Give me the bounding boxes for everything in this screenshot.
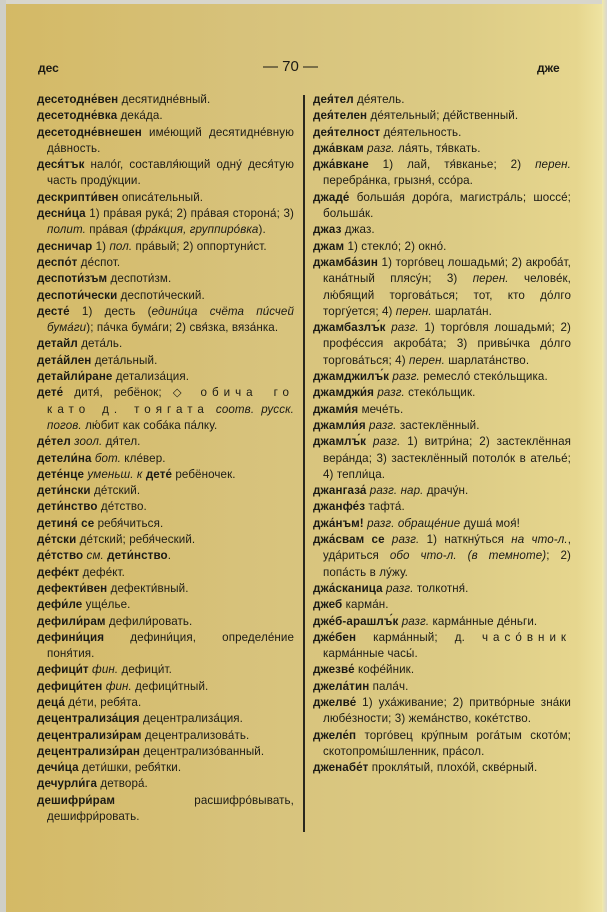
dictionary-entry [313,516,571,532]
page-header [0,56,607,76]
usage-label: уменьш. к [87,467,143,481]
dictionary-entry [313,499,571,515]
definition-text: детализа́ция. [112,370,190,384]
definition-text: 1) торго́вец лошадьми́; 2) акроба́т, кана́тный плясу́н; 3) [323,255,571,286]
usage-label: см. [86,549,104,563]
definition-text: стеко́льщик. [404,386,476,400]
dictionary-entry [37,353,294,369]
definition-text: больша́я доро́га, магистра́ль; шоссе́; больша́к. [323,190,571,221]
headword: джелве́ [313,695,357,709]
definition-text: карма́нные де́ньги. [429,614,538,628]
headword: дескрипти́вен [37,190,119,204]
usage-label: разг. [386,581,414,595]
headword: детели́на [37,451,92,465]
usage-label: разг. [391,321,419,335]
headword: джа́вкане [313,158,369,172]
dictionary-entry [37,271,294,287]
usage-label: разг. [369,418,397,432]
definition-text: лю́бит как соба́ка па́лку. [81,418,218,432]
headword: джа́сканица [313,581,383,595]
headword: деспоти́чески [37,288,118,302]
definition-text: шарлата́нство. [444,353,530,367]
usage-label: полит. [47,223,86,237]
usage-label: разг. [372,435,401,449]
usage-label: разг. нар. [369,484,424,498]
definition-text: кофе́йник. [354,663,415,677]
definition-text: джаз. [341,223,375,237]
headword: дете́нце [37,467,85,481]
headword: дея́телен [313,109,368,123]
dictionary-entry [37,288,294,304]
definition-text: дефини́ция, определе́ние поня́тия. [47,630,294,661]
definition-text: 1) лай, тя́вканье; 2) [368,158,536,172]
dictionary-entry [37,483,294,499]
headword: джеб [313,598,343,612]
dictionary-entry [37,336,294,352]
dictionary-entry [313,141,571,157]
dictionary-entry [313,695,571,728]
usage-label: пол. [109,239,133,253]
dictionary-entry [37,614,294,630]
usage-label: разг. [401,614,430,628]
headword: дети́нски [37,484,91,498]
dictionary-entry [313,434,571,483]
definition-text: 1) десть ( [69,304,152,318]
dictionary-entry [37,516,294,532]
definition-text: дефе́кт. [79,565,125,579]
headword: джезве́ [313,663,355,677]
dictionary-entry [37,467,294,483]
headword: джа́свам се [313,533,385,547]
headword: дже́б-арашлъ́к [313,614,399,628]
definition-text: дета́ль. [77,337,123,351]
definition-text: ); па́чка бума́ги; 2) свя́зка, вяза́нка. [86,321,279,335]
definition-text: дитя́, ребёнок; ◇ [63,386,201,400]
usage-label: бот. [94,451,121,465]
headword: джами́я [313,402,359,416]
headword: дефили́рам [37,614,106,628]
example-phrase: часо́вник [482,630,571,644]
dictionary-entry [313,679,571,695]
definition-text: прокля́тый, плохо́й, скве́рный. [368,761,538,775]
definition-text: 1) пра́вая рука́; 2) пра́вая сторона́; 3) [85,207,294,221]
dictionary-entry [313,157,571,190]
definition-text: десятидне́вный. [118,93,211,106]
dictionary-entry [37,157,294,190]
definition-text: де́тство. [97,500,147,514]
usage-label: обо что-л. (в темноте) [389,549,547,563]
definition-text: дефили́ровать. [105,614,193,628]
dictionary-entry [37,695,294,711]
definition-text: перебра́нка, грызня́, ссо́ра. [323,174,473,188]
dictionary-entry [37,581,294,597]
headword: десничар [37,239,93,253]
cross-ref-headword: дети́нство [107,549,168,563]
dictionary-entry [37,565,294,581]
definition-text: ребёночек. [172,467,236,481]
definition-text: дека́да. [117,109,163,123]
headword: дета́йлен [37,353,92,367]
definition-text: пра́вый; 2) оппортуни́ст. [132,239,267,253]
headword: деспо́т [37,255,78,269]
definition-text: деспоти́зм. [107,272,172,286]
definition-text: де́тский. [90,484,141,498]
definition-text: нало́г, составля́ющий одну́ деся́тую часть проду́кции. [47,158,294,188]
usage-label: разг. [377,386,405,400]
headword: джанфе́з [313,500,366,514]
headword: деспоти́зъм [37,272,108,286]
dictionary-entry [37,239,294,255]
dictionary-entry [313,190,571,223]
definition-text: дети́шки, ребя́тки. [78,761,182,775]
usage-label: перен. [535,158,571,172]
dictionary-entry [313,369,571,385]
left-guide-word: дес [38,61,59,75]
usage-label: на что-л. [511,533,568,547]
definition-text [366,435,373,448]
definition-text: ла́ять, тя́вкать. [394,141,481,155]
usage-label: фин. [105,679,132,693]
headword: джамджилъ́к [313,370,390,384]
headword: дечи́ца [37,761,79,775]
headword: деся́тък [37,158,85,172]
column-divider [303,95,305,832]
dictionary-entry [313,402,571,418]
headword: джамджи́я [313,386,375,400]
definition-text: уще́лье. [82,598,131,612]
usage-label: разг. [367,141,395,155]
definition-text: де́ятельный; де́йственный. [367,109,519,123]
definition-text: 1) стекло́; 2) окно́. [344,239,447,253]
page-edge-left [0,0,6,912]
dictionary-entry [37,108,294,124]
dictionary-entry [313,630,571,663]
dictionary-entry [313,92,571,108]
dictionary-entry [37,630,294,663]
headword: дешифри́рам [37,793,116,807]
definition-text: карма́нный; д. [356,630,483,644]
definition-text: ). [258,223,266,237]
cross-ref-headword: дете́ [145,467,173,481]
dictionary-entry [313,597,571,613]
headword: дефици́т [37,663,89,677]
dictionary-entry [37,499,294,515]
dictionary-entry [37,451,294,467]
example-phrase: обича го като д. тоягата [47,386,294,416]
usage-label: зоол. [74,435,103,449]
definition-text: торго́вец кру́пным рога́тым ското́м; скотопромы́шленник, пра́сол. [323,728,571,758]
headword: децентрализа́ция [37,712,140,726]
definition-text: де́тский; ребя́ческий. [76,533,196,547]
dictionary-entry [37,304,294,337]
right-guide-word: дже [537,61,560,75]
dictionary-entry [37,434,294,450]
page-edge-top [0,0,607,4]
dictionary-entry [37,532,294,548]
headword: дженабе́т [313,761,369,775]
dictionary-entry [37,369,294,385]
definition-text: де́спот. [77,255,121,269]
headword: детиня́ се [37,516,95,530]
dictionary-entry [37,190,294,206]
headword: джаде́ [313,190,350,204]
definition-text: , уда́риться [323,533,572,563]
headword: дечурли́га [37,777,98,791]
dictionary-entry [37,385,294,434]
headword: деца́ [37,695,65,709]
definition-text: 1) [92,239,110,253]
definition-text: 1) витри́на; 2) застеклённая вера́нда; 3) застеклённый потоло́к в ателье́; 4) тепли́ца. [323,435,571,481]
headword: дея́телност [313,125,381,139]
usage-label: перен. [472,272,509,286]
definition-text: толкотня́. [413,581,469,595]
dictionary-entry [37,711,294,727]
dictionary-entry [37,125,294,158]
headword: дефини́ция [37,630,105,644]
headword: де́тски [37,533,77,547]
headword: детайл [37,337,78,351]
usage-label: перен. [395,304,432,318]
dictionary-entry [313,728,571,761]
dictionary-entry [313,320,571,369]
headword: джеле́п [313,728,357,742]
headword: десетодне́вка [37,109,118,123]
definition-text: тафта́. [365,500,405,514]
definition-text: име́ющий десятидне́вную да́вность. [47,125,294,155]
headword: дея́тел [313,93,354,106]
definition-text: де́ятель. [353,93,405,106]
dictionary-entry [313,418,571,434]
dictionary-entry [313,581,571,597]
dictionary-entry [313,614,571,630]
dictionary-entry [313,385,571,401]
definition-text: децентрализова́ть. [141,728,250,742]
definition-text: пала́ч. [369,679,409,693]
headword: десетодне́внешен [37,125,142,139]
definition-text: дефекти́вный. [107,581,189,595]
definition-text: мече́ть. [358,402,404,416]
headword: децентрализи́ран [37,744,141,758]
dictionary-entry [37,255,294,271]
headword: джамлъ́к [313,435,367,449]
dictionary-entry [313,483,571,499]
dictionary-entry [313,108,571,124]
right-column [313,92,571,776]
dictionary-entry [313,239,571,255]
usage-label: разг. [392,370,420,384]
definition-text: . [167,549,172,563]
headword: джам [313,239,345,253]
definition-text: описа́тельный. [118,190,204,204]
definition-text: ребя́читься. [94,516,164,530]
definition-text: шарлата́н. [431,304,492,318]
headword: десетодне́вен [37,93,119,106]
definition-text: ремесло́ стеко́льщика. [419,370,548,384]
dictionary-entry [37,679,294,695]
usage-label: разг. [391,533,420,547]
definition-text: децентрализа́ция. [139,712,243,726]
dictionary-entry [37,92,294,108]
headword: дети́нство [37,500,98,514]
definition-text: детвора́. [97,777,148,791]
dictionary-entry [313,760,571,776]
headword: джамба́зин [313,255,378,269]
usage-label: перен. [408,353,445,367]
dictionary-entry [313,255,571,320]
usage-label: едини́ца счёта пи́счей бума́ги [47,304,295,335]
headword: джа́нъм! [313,516,364,530]
page-number: — 70 — [263,58,319,75]
headword: дефици́тен [37,679,103,693]
definition-text: де́ятельность. [380,125,462,139]
headword: де́тство [37,549,84,563]
dictionary-entry [37,597,294,613]
headword: джела́тин [313,679,370,693]
definition-text: застеклённый. [396,418,480,432]
headword: де́тел [37,435,71,449]
definition-text: ; 2) попа́сть в лу́жу. [323,549,571,579]
usage-label: соотв. русск. погов. [47,402,294,432]
headword: дефи́ле [37,598,83,612]
definition-text: челове́к, лю́бящий торгова́ться; тот, кто до́лго торгу́ется; 4) [323,272,571,318]
usage-label: разг. обраще́ние [367,516,461,530]
definition-text: дефици́т. [118,663,172,677]
definition-text [385,533,392,546]
headword: дефекти́вен [37,581,108,595]
dictionary-entry [37,662,294,678]
dictionary-entry [37,728,294,744]
definition-text: 1) наткну́ться [419,533,512,547]
usage-label: фин. [92,663,119,677]
definition-text: расшифро́вывать, дешифри́ровать. [47,793,294,824]
definition-text: дефици́тный. [131,679,209,693]
dictionary-entry [313,125,571,141]
headword: десте́ [37,304,70,318]
definition-text: драчу́н. [423,484,469,498]
headword: джангаза́ [313,484,367,498]
headword: детайли́ране [37,370,113,384]
dictionary-entry [37,793,294,826]
dictionary-entry [37,744,294,760]
headword: дете́ [37,386,64,400]
definition-text: пра́вая ( [85,223,136,237]
page-edge-right [602,0,607,912]
headword: дже́бен [313,630,357,644]
headword: десни́ца [37,207,86,221]
headword: децентрализи́рам [37,728,142,742]
usage-label: фра́кция, группиро́вка [135,223,259,237]
definition-text: де́ти, ребя́та. [64,695,142,709]
left-column [37,92,294,825]
dictionary-entry [37,206,294,239]
dictionary-entry [37,760,294,776]
definition-text: душа́ моя́! [460,516,520,530]
definition-text: карма́нные часы́. [323,647,418,661]
dictionary-entry [313,662,571,678]
dictionary-entry [37,548,294,564]
definition-text: деспоти́ческий. [117,288,205,302]
dictionary-entry [313,222,571,238]
definition-text: 1) торго́вля лошадьми́; 2) профе́ссия акроба́та; 3) привы́чка до́лго торгова́ться; 4) [323,321,571,367]
headword: джа́вкам [313,141,364,155]
dictionary-entry [37,776,294,792]
definition-text: децентрализо́ванный. [140,744,265,758]
headword: джамбазлъ́к [313,321,386,335]
definition-text: дя́тел. [102,435,141,449]
dictionary-entry [313,532,571,581]
headword: дефе́кт [37,565,80,579]
headword: джамли́я [313,418,366,432]
definition-text: карма́н. [342,598,389,612]
definition-text: кле́вер. [120,451,166,465]
definition-text: 1) уха́живание; 2) притво́рные зна́ки любе́зности; 3) жема́нство, коке́тство. [323,695,571,726]
headword: джаз [313,223,342,237]
definition-text: дета́льный. [91,353,158,367]
